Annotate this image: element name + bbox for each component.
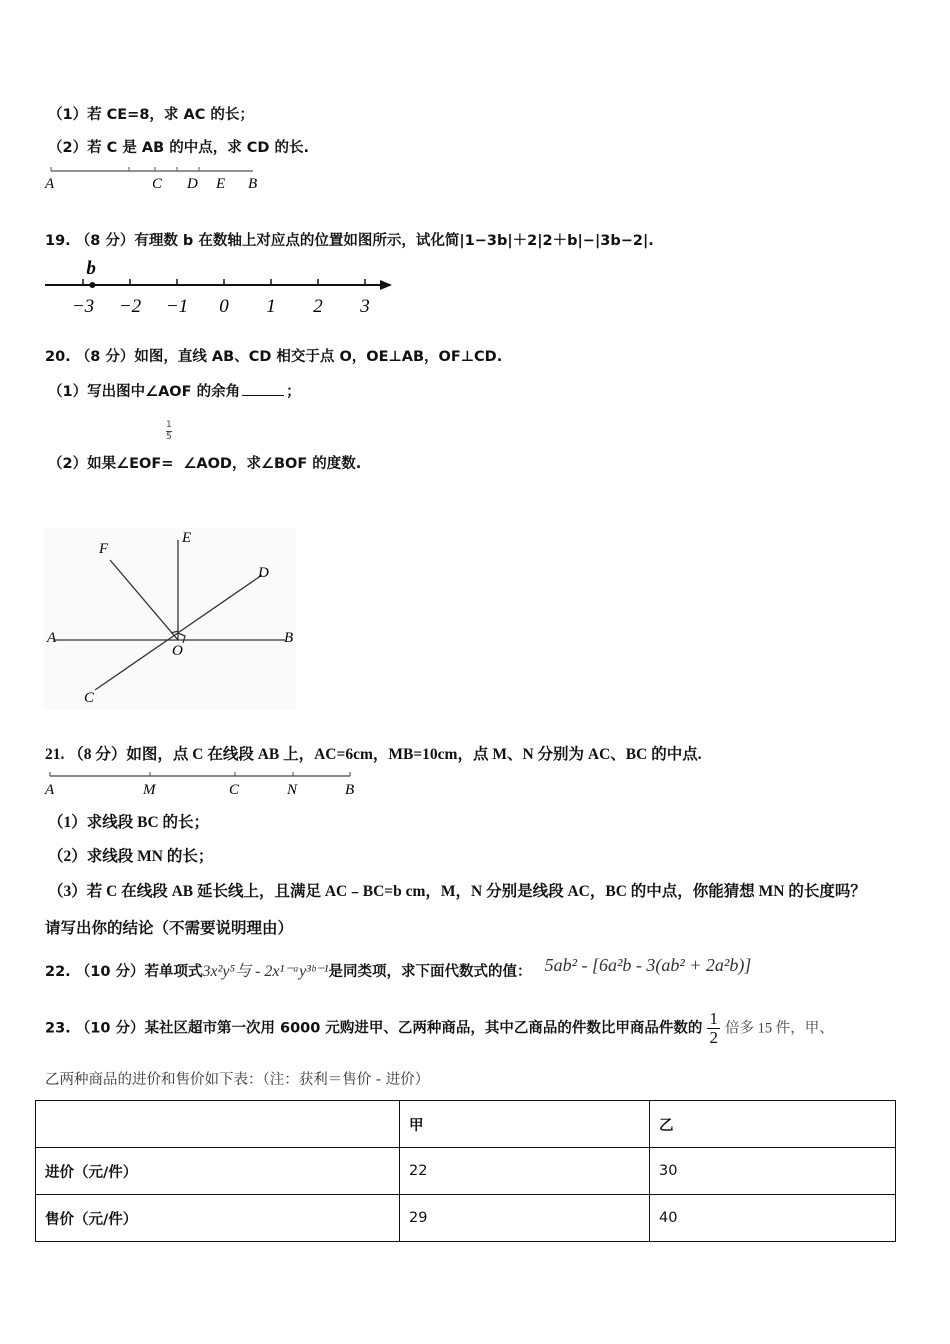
- table-cell: 22: [400, 1148, 650, 1195]
- fig-label-e: E: [182, 530, 192, 546]
- q23-question: [45, 1010, 834, 1047]
- table-cell: 29: [400, 1195, 650, 1242]
- q21-part3-cont: 请写出你的结论（不需要说明理由）: [45, 920, 294, 937]
- fig-label-a: A: [47, 630, 57, 646]
- label-e: E: [216, 176, 226, 192]
- table-header-cell: 甲: [400, 1101, 650, 1148]
- fraction-num: 1: [709, 1009, 718, 1028]
- label-a: A: [45, 782, 55, 798]
- q22-monomials: 3x²y⁵与 - 2x¹⁻ᵃy³ᵇ⁻¹: [202, 963, 329, 980]
- tick-label: 0: [219, 296, 229, 317]
- tick-label: −2: [118, 296, 142, 317]
- label-n: N: [287, 782, 298, 798]
- q21-part2: （2）求线段 MN 的长；: [48, 848, 214, 865]
- tick-label: 1: [266, 296, 276, 317]
- table-header-cell: 乙: [650, 1101, 896, 1148]
- tick-label: 3: [360, 296, 370, 317]
- label-a: A: [45, 176, 55, 192]
- q21-part1: （1）求线段 BC 的长；: [48, 814, 210, 831]
- q18-part1: （1）若 CE=8，求 AC 的长；: [48, 107, 254, 123]
- q20-part1-end: ；: [286, 384, 301, 400]
- fig-label-d: D: [258, 565, 269, 581]
- label-b: B: [248, 176, 258, 192]
- table-row: [36, 1148, 896, 1195]
- fig-label-f: F: [99, 541, 109, 557]
- tick-label: 2: [313, 296, 323, 317]
- q21-part3: （3）若 C 在线段 AB 延长线上，且满足 AC﹣BC=b cm，M，N 分别是线段 AC，BC 的中点，你能猜想 MN 的长度吗？: [48, 883, 866, 900]
- table-cell: 售价（元/件）: [36, 1195, 400, 1242]
- fraction-one-half: [707, 1010, 720, 1047]
- table-cell: 40: [650, 1195, 896, 1242]
- fig-label-o: O: [172, 643, 183, 659]
- tick-label: −3: [71, 296, 95, 317]
- table-header-row: [36, 1101, 896, 1148]
- q22-expression: 5ab² - [6a²b - 3(ab² + 2a²b)]: [544, 955, 752, 975]
- label-b: B: [345, 782, 355, 798]
- fig-label-c: C: [84, 690, 95, 706]
- q22-middle: 是同类项，求下面代数式的值：: [328, 964, 532, 980]
- q23-text: 23. （10 分）某社区超市第一次用 6000 元购进甲、乙两种商品，其中乙商品的件数比甲商品件数的: [45, 1020, 703, 1037]
- label-c: C: [152, 176, 163, 192]
- q23-line2: 乙两种商品的进价和售价如下表：（注：获利＝售价 - 进价）: [45, 1072, 430, 1088]
- q23-text-end: 倍多 15 件，甲、: [725, 1020, 834, 1037]
- q22-question: [45, 955, 752, 981]
- table-cell: 30: [650, 1148, 896, 1195]
- table-row: [36, 1195, 896, 1242]
- q20-part1-text: （1）写出图中∠AOF 的余角: [48, 384, 241, 400]
- fraction-den: 2: [709, 1028, 718, 1047]
- q20-part2-a: （2）如果∠EOF=: [48, 456, 174, 472]
- fraction-den: 5: [166, 432, 172, 442]
- q20-part2-b: ∠AOD，求∠BOF 的度数.: [183, 456, 362, 472]
- price-table: [35, 1100, 896, 1242]
- q19-question: 19. （8 分）有理数 b 在数轴上对应点的位置如图所示，试化简|1−3b|＋2|2＋b|−|3b−2|.: [45, 233, 654, 249]
- table-cell: 进价（元/件）: [36, 1148, 400, 1195]
- tick-label: −1: [165, 296, 189, 317]
- label-m: M: [143, 782, 156, 798]
- q20-question: 20. （8 分）如图，直线 AB、CD 相交于点 O，OE⊥AB，OF⊥CD.: [45, 349, 503, 365]
- label-d: D: [187, 176, 198, 192]
- q22-prefix: 22. （10 分）若单项式: [45, 964, 203, 980]
- fraction-num: 1: [166, 420, 172, 430]
- q21-question: 21. （8 分）如图，点 C 在线段 AB 上，AC=6cm，MB=10cm，点 M、N 分别为 AC、BC 的中点.: [45, 746, 702, 763]
- fig-label-b: B: [284, 630, 294, 646]
- label-c: C: [229, 782, 240, 798]
- table-header-cell: [36, 1101, 400, 1148]
- q18-part2: （2）若 C 是 AB 的中点，求 CD 的长.: [48, 140, 309, 156]
- point-b-label: b: [86, 258, 96, 279]
